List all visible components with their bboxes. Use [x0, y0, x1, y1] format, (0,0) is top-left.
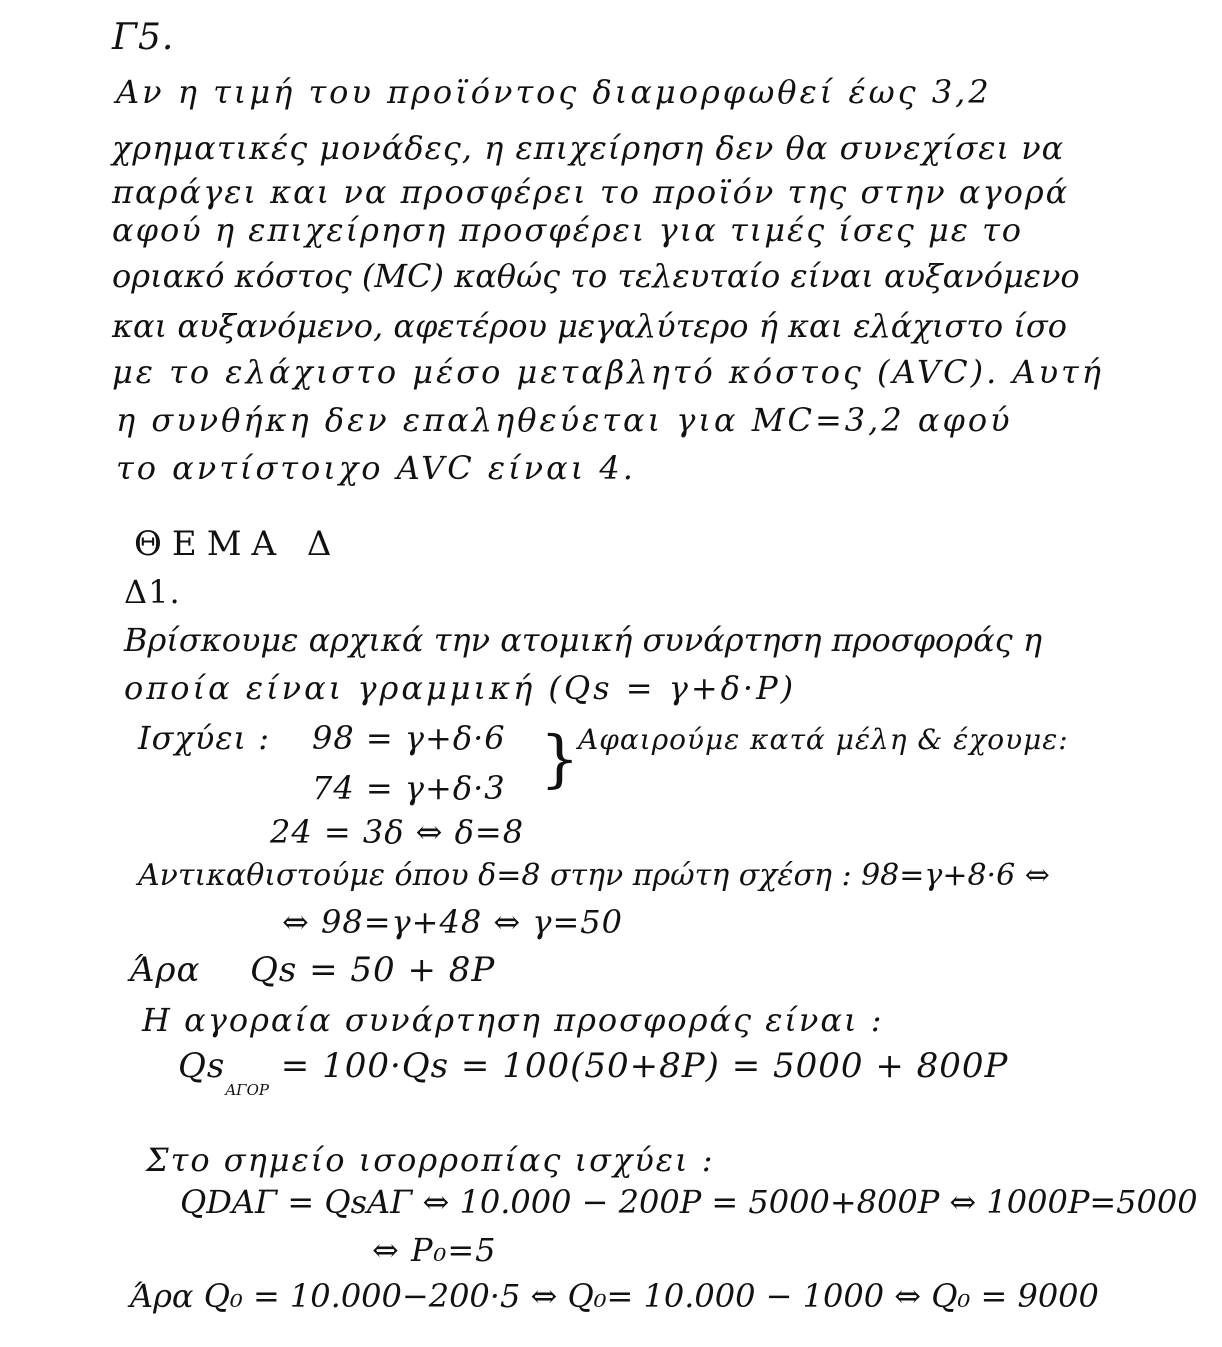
g5-line-4: αφού η επιχείρηση προσφέρει για τιμές ίσες με το: [112, 211, 1024, 249]
market-supply-lhs: Qs: [178, 1046, 226, 1086]
d1-equation-1: 98 = γ+δ·6: [312, 719, 506, 757]
d1-final-result: Άρα Q₀ = 10.000−200·5 ⇔ Q₀= 10.000 − 1000 ⇔ Q₀ = 9000: [130, 1277, 1099, 1315]
d1-equilibrium-line-1: QDΑΓ = QsΑΓ ⇔ 10.000 − 200P = 5000+800P ⇔ 1000P=5000: [180, 1183, 1198, 1221]
d1-substitution-line-2: ⇔ 98=γ+48 ⇔ γ=50: [282, 903, 623, 941]
d1-intro-line-1: Βρίσκουμε αρχικά την ατομική συνάρτηση προσφοράς η: [124, 621, 1042, 659]
g5-line-6: και αυξανόμενο, αφετέρου μεγαλύτερο ή και ελάχιστο ίσο: [112, 307, 1067, 345]
section-label-g5: Γ5.: [112, 17, 175, 58]
market-supply-rhs: = 100·Qs = 100(50+8P) = 5000 + 800P: [280, 1046, 1009, 1086]
system-brace: }: [540, 722, 580, 795]
market-supply-lhs-subscript: ΑΓΟΡ: [225, 1081, 269, 1099]
d1-individual-supply: Qs = 50 + 8P: [250, 950, 496, 990]
d1-result-ara: Άρα: [130, 950, 201, 990]
g5-line-3: παράγει και να προσφέρει το προϊόν της στην αγορά: [112, 173, 1070, 211]
d1-equation-1-note: Αφαιρούμε κατά μέλη & έχουμε:: [578, 723, 1069, 756]
g5-line-2: χρηματικές μονάδες, η επιχείρηση δεν θα συνεχίσει να: [112, 129, 1065, 167]
g5-line-7: με το ελάχιστο μέσο μεταβλητό κόστος (AVC). Αυτή: [112, 353, 1104, 391]
g5-line-9: το αντίστοιχο AVC είναι 4.: [116, 449, 636, 487]
section-label-d1: Δ1.: [124, 573, 181, 611]
d1-equilibrium-intro: Στο σημείο ισορροπίας ισχύει :: [146, 1141, 715, 1179]
d1-market-supply-intro: Η αγοραία συνάρτηση προσφοράς είναι :: [142, 1001, 884, 1039]
d1-substitution-line-1: Αντικαθιστούμε όπου δ=8 στην πρώτη σχέση : 98=γ+8·6 ⇔: [138, 858, 1050, 893]
d1-intro-line-2: οποία είναι γραμμική (Qs = γ+δ·P): [124, 669, 797, 707]
d1-equation-2: 74 = γ+δ·3: [312, 769, 506, 807]
d1-ischyei-label: Ισχύει :: [138, 719, 270, 757]
d1-market-supply-equation: [178, 1046, 1008, 1110]
g5-line-1: Αν η τιμή του προϊόντος διαμορφωθεί έως 3,2: [116, 73, 992, 111]
g5-line-8: η συνθήκη δεν επαληθεύεται για MC=3,2 αφού: [116, 401, 1013, 439]
d1-equilibrium-line-2: ⇔ P₀=5: [372, 1231, 497, 1269]
section-heading-d: ΘΕΜΑ Δ: [134, 524, 342, 564]
d1-equation-3: 24 = 3δ ⇔ δ=8: [270, 813, 525, 851]
g5-line-5: οριακό κόστος (MC) καθώς το τελευταίο είναι αυξανόμενο: [112, 257, 1080, 295]
